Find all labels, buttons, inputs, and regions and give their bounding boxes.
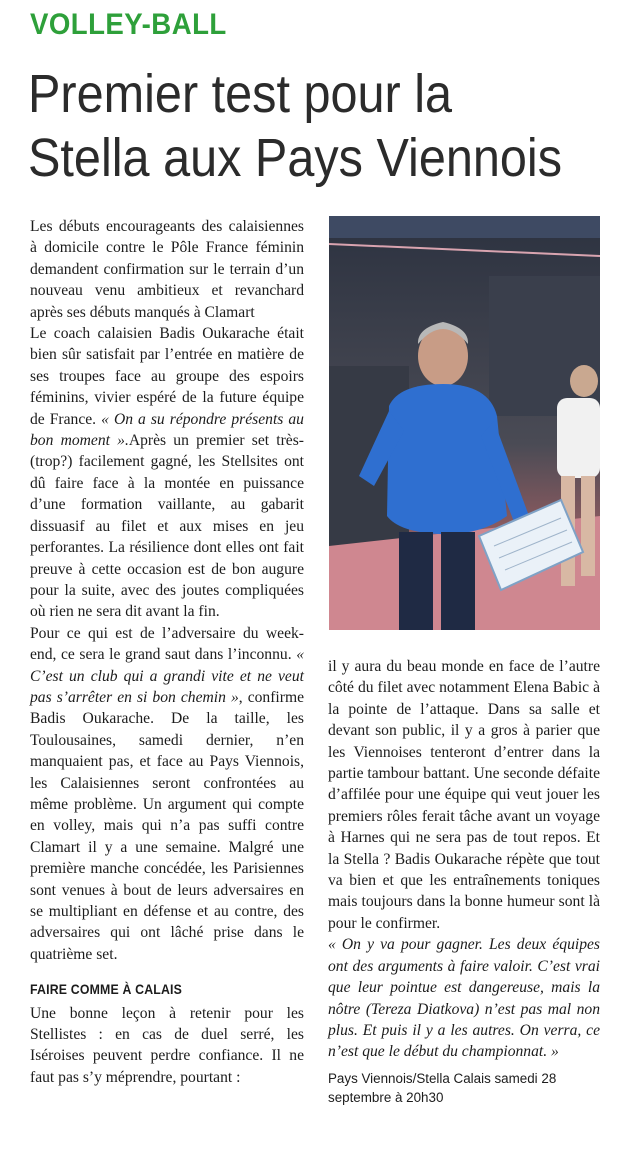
coach-photo bbox=[329, 216, 600, 630]
headline-line-2: Stella aux Pays Viennois bbox=[28, 128, 563, 188]
lead-paragraph: Les débuts encourageants des calaisiennes à domicile contre le Pôle France féminin demandent confirmation sur le terrain d’un nouveau venu ambitieux et revanchard après ses débuts manqués à Clamart bbox=[30, 218, 304, 321]
quote-coach-2: « C’est un club qui a grandi vite et ne veut pas s’arrêter en si bon chemin » bbox=[30, 646, 304, 706]
section-rubric: VOLLEY-BALL bbox=[30, 8, 227, 41]
paragraph-4: Une bonne leçon à retenir pour les Stellistes : en cas de duel serré, les Iséroises peuvent perdre confiance. Il ne faut pas s’y méprendre, pourtant : bbox=[30, 1004, 304, 1086]
paragraph-3 bbox=[30, 623, 304, 966]
quote-coach-3: « On y va pour gagner. Les deux équipes ont des arguments à faire valoir. C’est vrai que leur pointue est dangereuse, mais la nôtre (Tereza Diatkova) n’est pas mal non plus. Et puis il y a les autres. On verra, ce n’est que le début du championnat. » bbox=[328, 936, 600, 1061]
paragraph-2-text-a: Le coach calaisien Badis Oukarache était bien sûr satisfait par l’entrée en matière de ses troupes face au groupe des espoirs féminins, vivier espéré de la future équipe de France. bbox=[30, 325, 304, 428]
paragraph-5: il y aura du beau monde en face de l’autre côté du filet avec notamment Elena Babic à la pointe de l’attaque. Dans sa salle et devant son public, il y a gros à parier que les Viennoises tenteront d’entrer dans la partie tambour battant. Une seconde défaite d’affilée pour une équipe qui veut jouer les premiers rôles ferait tâche avant un voyage à Harnes qui ne sera pas de tout repos. Et la Stella ? Badis Oukarache répète que tout va bien et que les entraînements toniques mais toujours dans la bonne humeur sont là pour le confirmer. bbox=[328, 658, 600, 932]
headline bbox=[28, 62, 563, 190]
subheading: FAIRE COMME À CALAIS bbox=[30, 981, 183, 998]
article-column-2 bbox=[328, 656, 600, 1107]
article-column-1 bbox=[30, 216, 304, 1088]
match-info: Pays Viennois/Stella Calais samedi 28 septembre à 20h30 bbox=[328, 1070, 557, 1105]
paragraph-6 bbox=[328, 934, 600, 1062]
paragraph-2-text-b: Après un premier set très-(trop?) facilement gagné, les Stellsites ont dû faire face à la montée en puissance d’une formation vaillante, au gabarit dissuasif au filet et aux mises en jeu perforantes. La résilience dont elles ont fait preuve à cette occasion est de bon augure pour la suite, avec des joutes compliquées où rien ne sera dit avant la fin. bbox=[30, 432, 304, 621]
paragraph-2 bbox=[30, 323, 304, 623]
headline-line-1: Premier test pour la bbox=[28, 64, 453, 124]
paragraph-3-text-a: Pour ce qui est de l’adversaire du week-end, ce sera le grand saut dans l’inconnu. bbox=[30, 624, 304, 664]
quote-coach-1: « On a su répondre présents au bon moment ». bbox=[30, 410, 304, 450]
paragraph-3-text-b: , confirme Badis Oukarache. De la taille, les Toulousaines, samedi dernier, n’en manquaient pas, et face au Pays Viennois, les Calaisiennes seront confrontées au même problème. Un argument qui compte en volley, mais qui n’a pas suffi contre Clamart il y a une semaine. Malgré une première manche concédée, les Parisiennes sont venues à bout de leurs adversaires en se multipliant en défense et au contre, des adversaires qui ont lâché prise dans le quatrième set. bbox=[30, 688, 305, 963]
coach-photo-illustration bbox=[329, 216, 600, 630]
